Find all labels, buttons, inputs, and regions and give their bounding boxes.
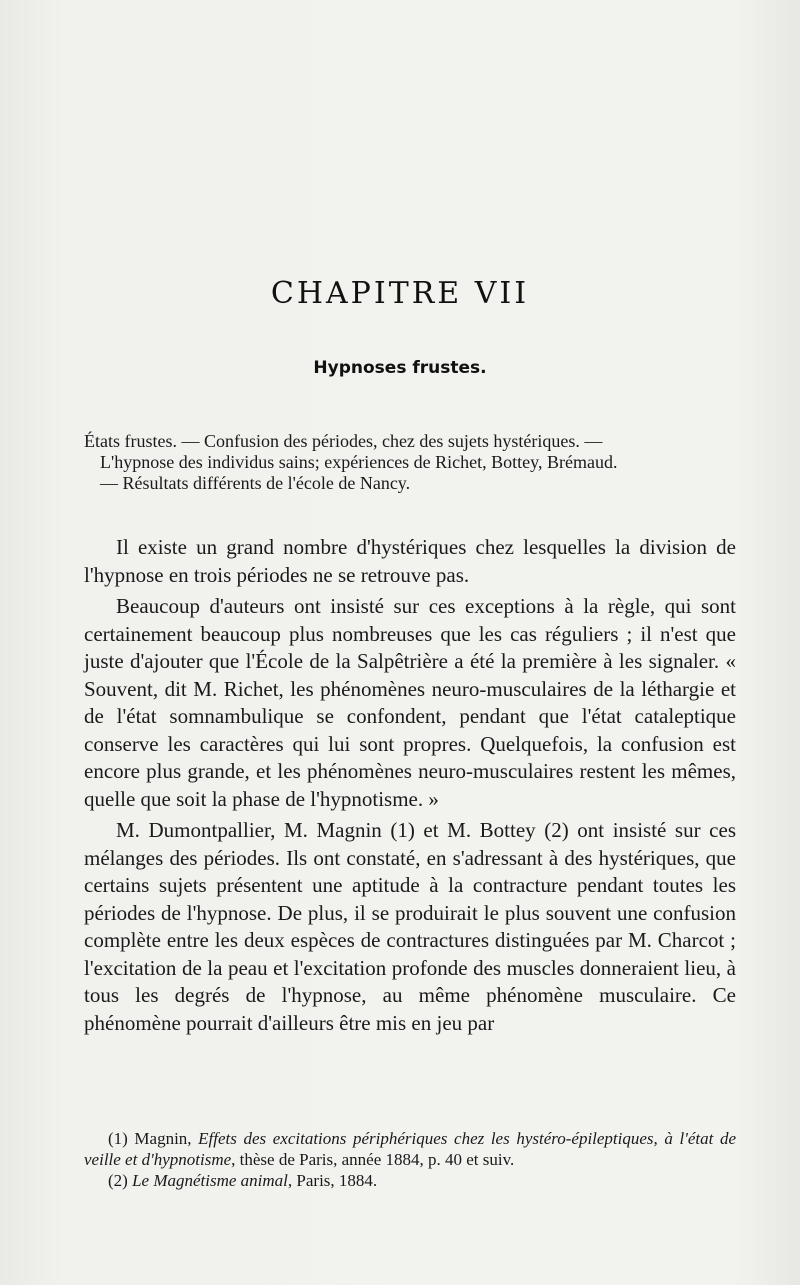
footnote-text: , thèse de Paris, année 1884, p. 40 et suiv.	[231, 1150, 515, 1169]
footnote-marker: (1) Magnin,	[108, 1129, 199, 1148]
bleed-through-text	[84, 92, 734, 119]
footnote-title: Effets des excitations périphériques chez les hystéro-épileptiques, à l'état de veille et d'hypnotisme	[84, 1129, 736, 1169]
paragraph: Il existe un grand nombre d'hystériques chez lesquelles la division de l'hypnose en trois périodes ne se retrouve pas.	[84, 535, 736, 587]
footnotes	[84, 1128, 736, 1191]
body-text	[84, 534, 736, 1041]
summary-line: États frustes. — Confusion des périodes, chez des sujets hystériques. —	[84, 431, 603, 451]
summary-line: — Résultats différents de l'école de Nancy.	[100, 473, 411, 493]
paragraph: Beaucoup d'auteurs ont insisté sur ces exceptions à la règle, qui sont certainement beaucoup plus nombreuses que les cas réguliers ; il n'est que juste d'ajouter que l'École de la Salpêtrière a été la première à les signaler. « Souvent, dit M. Richet, les phénomènes neuro-musculaires de la léthargie et de l'état somnambulique se confondent, pendant que l'état cataleptique conserve les caractères qui lui sont propres. Quelquefois, la confusion est encore plus grande, et les phénomènes neuro-musculaires restent les mêmes, quelle que soit la phase de l'hypnotisme. »	[84, 594, 736, 811]
chapter-title: CHAPITRE VII	[270, 276, 530, 311]
footnote-marker: (2)	[108, 1171, 133, 1190]
summary-line: L'hypnose des individus sains; expériences de Richet, Bottey, Brémaud.	[100, 452, 618, 472]
chapter-subtitle: Hypnoses frustes.	[313, 358, 487, 378]
footnote-title: Le Magnétisme animal	[132, 1171, 288, 1190]
footnote-text: , Paris, 1884.	[287, 1171, 378, 1190]
footnote-1	[84, 1128, 736, 1170]
chapter-summary	[84, 431, 732, 494]
paragraph: M. Dumontpallier, M. Magnin (1) et M. Bottey (2) ont insisté sur ces mélanges des périodes. Ils ont constaté, en s'adressant à des hystériques, que certains sujets présentent une aptitude à la contracture pendant toutes les périodes de l'hypnose. De plus, il se produirait le plus souvent une confusion complète entre les deux espèces de contractures distinguées par M. Charcot ; l'excitation de la peau et l'excitation profonde des muscles donneraient lieu, à tous les degrés de l'hypnose, au même phénomène musculaire. Ce phénomène pourrait d'ailleurs être mis en jeu par	[84, 818, 736, 1035]
footnote-2	[84, 1170, 736, 1191]
